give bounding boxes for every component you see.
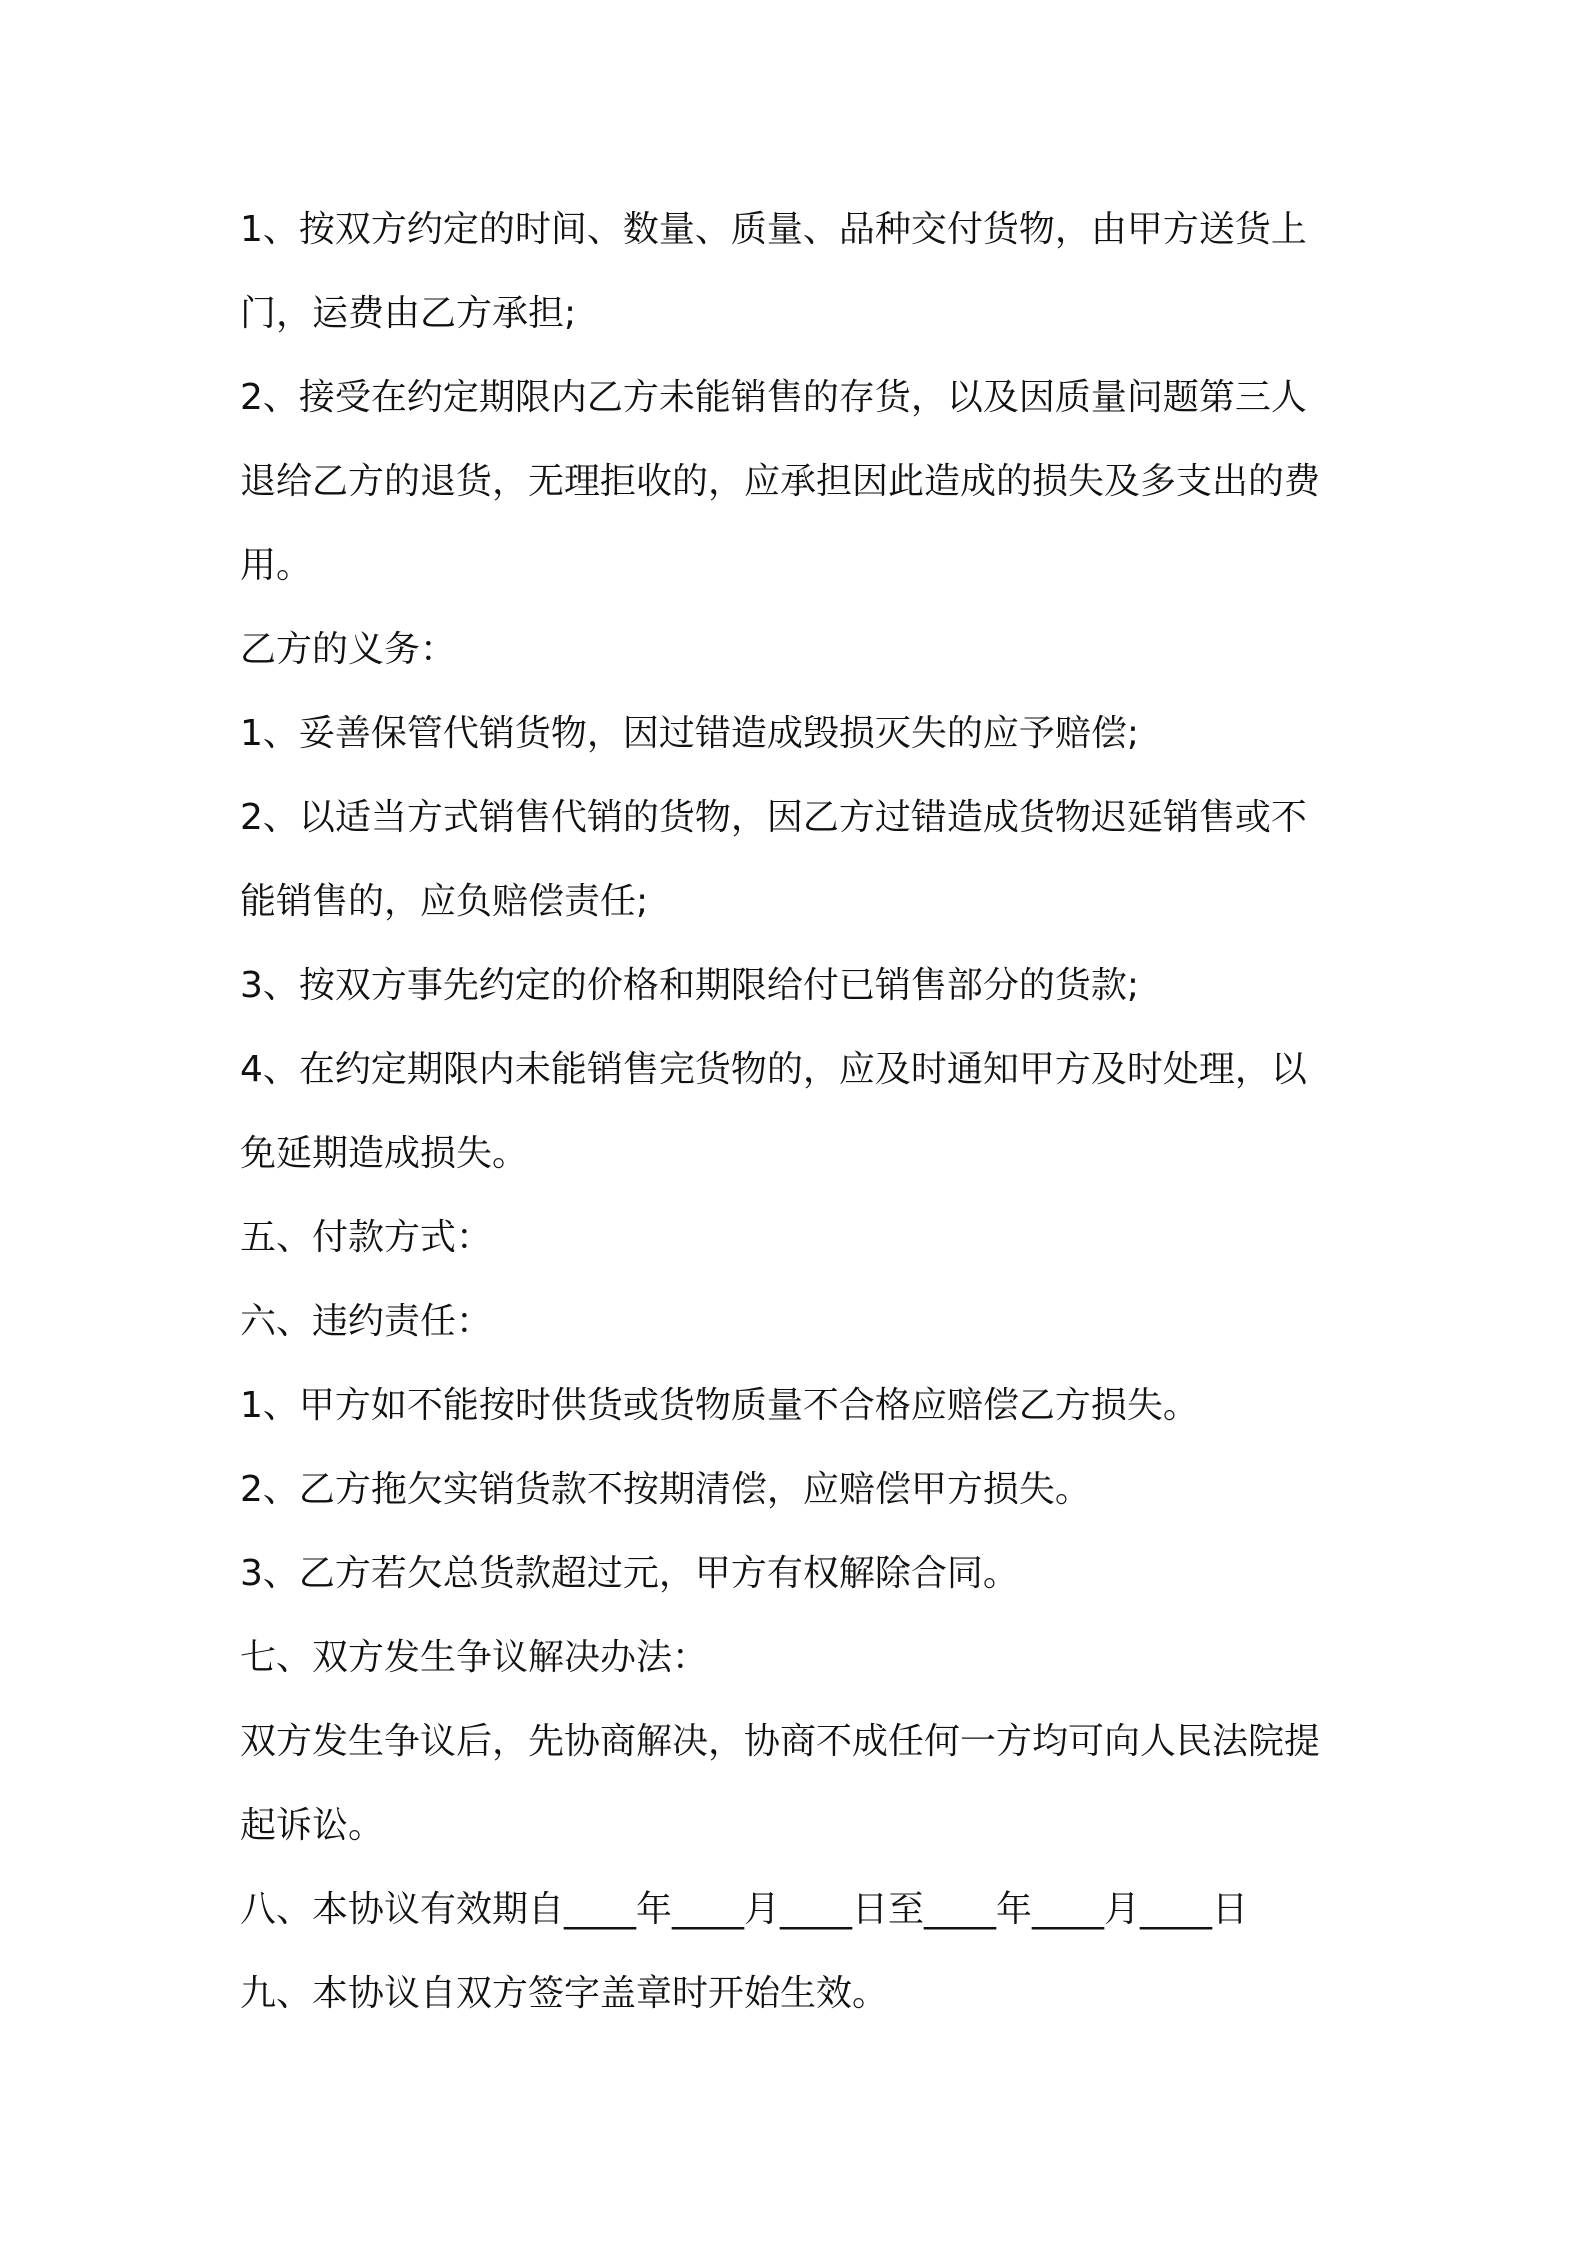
document-paragraph — [240, 1700, 1360, 1868]
paragraph-line: 乙方的义务： — [240, 629, 457, 670]
paragraph-line: 用。 — [240, 545, 313, 586]
document-body — [240, 188, 1360, 2036]
paragraph-line: 五、付款方式： — [240, 1217, 493, 1258]
document-paragraph — [240, 608, 1360, 692]
document-paragraph — [240, 1532, 1360, 1616]
paragraph-line: 七、双方发生争议解决办法： — [240, 1637, 709, 1678]
document-paragraph — [240, 1868, 1360, 1952]
paragraph-line: 3、乙方若欠总货款超过元，甲方有权解除合同。 — [240, 1553, 1019, 1594]
paragraph-line: 双方发生争议后，先协商解决，协商不成任何一方均可向人民法院提 — [240, 1721, 1321, 1762]
paragraph-line: 2、乙方拖欠实销货款不按期清偿，应赔偿甲方损失。 — [240, 1469, 1091, 1510]
paragraph-line: 1、按双方约定的时间、数量、质量、品种交付货物，由甲方送货上 — [240, 209, 1307, 250]
document-paragraph — [240, 1196, 1360, 1280]
document-paragraph — [240, 1364, 1360, 1448]
paragraph-line: 2、以适当方式销售代销的货物，因乙方过错造成货物迟延销售或不 — [240, 797, 1307, 838]
paragraph-line: 2、接受在约定期限内乙方未能销售的存货，以及因质量问题第三人 — [240, 377, 1307, 418]
document-paragraph — [240, 1448, 1360, 1532]
document-paragraph — [240, 1616, 1360, 1700]
document-paragraph — [240, 188, 1360, 356]
paragraph-line: 1、甲方如不能按时供货或货物质量不合格应赔偿乙方损失。 — [240, 1385, 1199, 1426]
paragraph-line: 八、本协议有效期自____年____月____日至____年____月____日 — [240, 1889, 1249, 1930]
paragraph-line: 免延期造成损失。 — [240, 1133, 529, 1174]
document-paragraph — [240, 944, 1360, 1028]
paragraph-line: 起诉讼。 — [240, 1805, 385, 1846]
document-paragraph — [240, 1028, 1360, 1196]
document-paragraph — [240, 356, 1360, 608]
document-paragraph — [240, 692, 1360, 776]
paragraph-line: 九、本协议自双方签字盖章时开始生效。 — [240, 1973, 889, 2014]
paragraph-line: 能销售的，应负赔偿责任; — [240, 881, 649, 922]
paragraph-line: 3、按双方事先约定的价格和期限给付已销售部分的货款; — [240, 965, 1140, 1006]
paragraph-line: 1、妥善保管代销货物，因过错造成毁损灭失的应予赔偿; — [240, 713, 1140, 754]
document-paragraph — [240, 1280, 1360, 1364]
paragraph-line: 4、在约定期限内未能销售完货物的，应及时通知甲方及时处理，以 — [240, 1049, 1307, 1090]
document-paragraph — [240, 1952, 1360, 2036]
paragraph-line: 六、违约责任： — [240, 1301, 493, 1342]
paragraph-line: 退给乙方的退货，无理拒收的，应承担因此造成的损失及多支出的费 — [240, 461, 1321, 502]
paragraph-line: 门，运费由乙方承担; — [240, 293, 577, 334]
document-paragraph — [240, 776, 1360, 944]
